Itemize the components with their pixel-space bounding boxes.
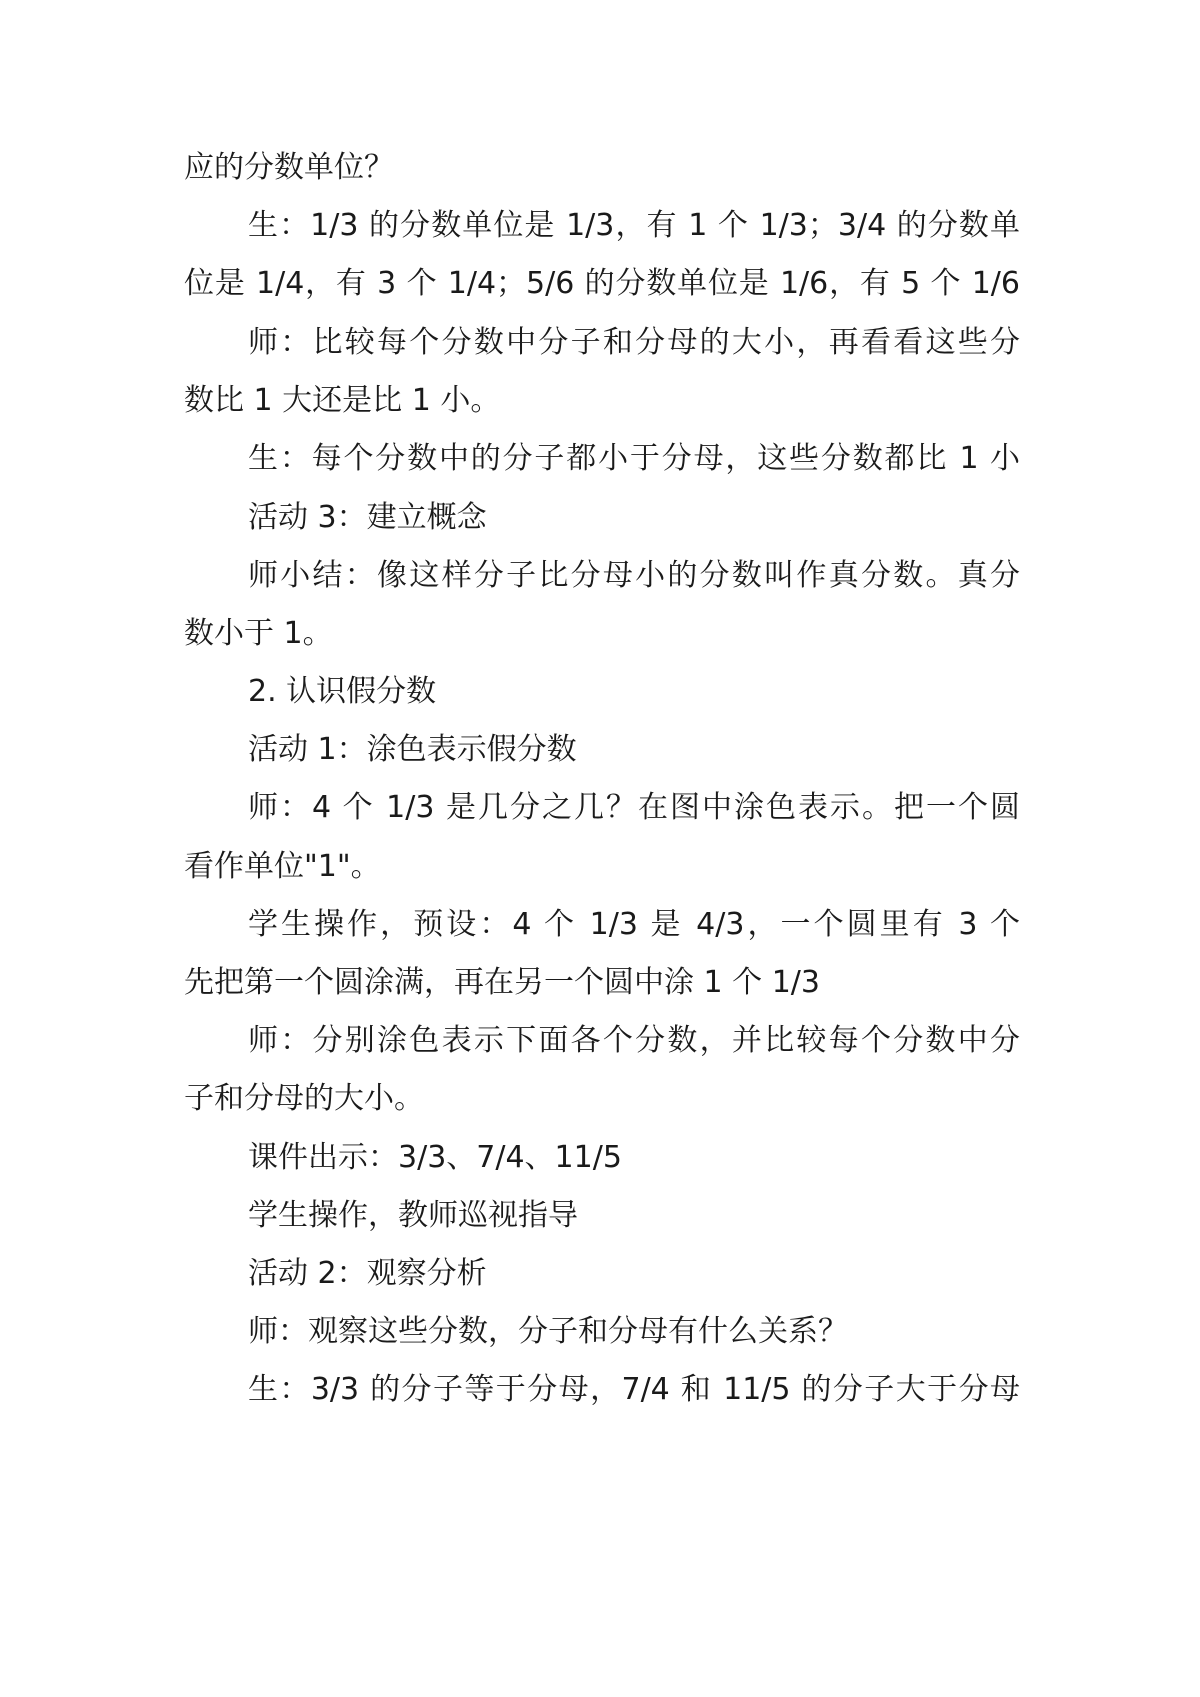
- text-line: 位是 1/4，有 3 个 1/4；5/6 的分数单位是 1/6，有 5 个 1/6: [184, 266, 1020, 301]
- text-line: 师：4 个 1/3 是几分之几？在图中涂色表示。把一个圆: [248, 790, 1020, 825]
- text-line: 子和分母的大小。: [184, 1081, 424, 1116]
- section-heading: 2. 认识假分数: [248, 674, 437, 709]
- text-line: 数小于 1。: [184, 616, 333, 651]
- text-line: 看作单位"1"。: [184, 849, 381, 884]
- text-line: 学生操作，教师巡视指导: [248, 1198, 578, 1233]
- text-line: 课件出示：3/3、7/4、11/5: [248, 1140, 622, 1175]
- text-line: 生：3/3 的分子等于分母，7/4 和 11/5 的分子大于分母: [248, 1372, 1020, 1407]
- text-line: 先把第一个圆涂满，再在另一个圆中涂 1 个 1/3: [184, 965, 820, 1000]
- text-line: 生：每个分数中的分子都小于分母，这些分数都比 1 小: [248, 441, 1020, 476]
- section-heading: 活动 3：建立概念: [248, 500, 487, 535]
- text-line: 师小结：像这样分子比分母小的分数叫作真分数。真分: [248, 558, 1020, 593]
- text-line: 学生操作，预设：4 个 1/3 是 4/3，一个圆里有 3 个: [248, 907, 1020, 942]
- text-line: 师：观察这些分数，分子和分母有什么关系？: [248, 1314, 848, 1349]
- text-line: 师：比较每个分数中分子和分母的大小，再看看这些分: [248, 325, 1020, 360]
- text-line: 应的分数单位？: [184, 150, 394, 185]
- text-line: 数比 1 大还是比 1 小。: [184, 383, 501, 418]
- text-line: 生：1/3 的分数单位是 1/3，有 1 个 1/3；3/4 的分数单: [248, 208, 1020, 243]
- section-heading: 活动 2：观察分析: [248, 1256, 487, 1291]
- section-heading: 活动 1：涂色表示假分数: [248, 732, 577, 767]
- text-line: 师：分别涂色表示下面各个分数，并比较每个分数中分: [248, 1023, 1020, 1058]
